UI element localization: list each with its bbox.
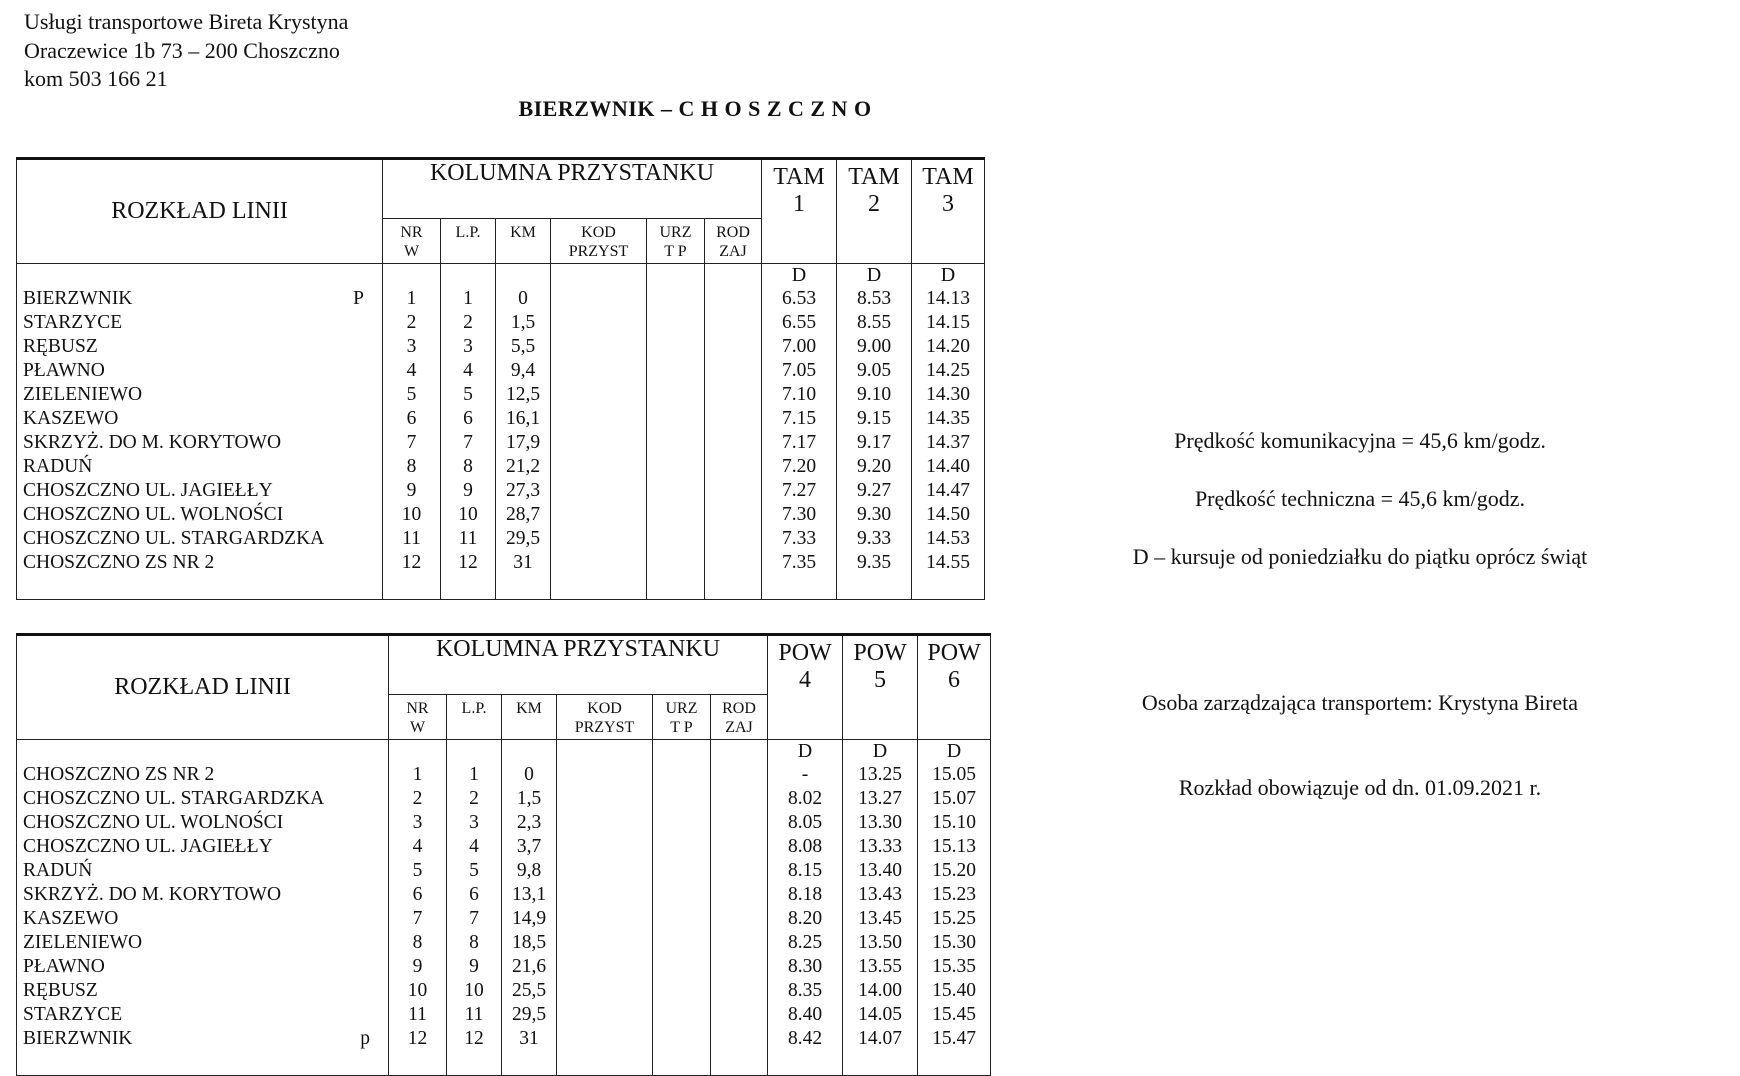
nrw-cell: 6 (412, 884, 423, 905)
stop-row (23, 859, 388, 883)
departure-time: 13.40 (858, 860, 902, 881)
departure-time: 14.13 (926, 288, 970, 309)
departure-time: 14.00 (858, 980, 902, 1001)
stop-name: BIERZWNIK (23, 1028, 133, 1049)
departure-time: 14.30 (926, 384, 970, 405)
nrw-cell: 5 (412, 860, 423, 881)
departure-time: 13.45 (858, 908, 902, 929)
stop-name: CHOSZCZNO UL. JAGIEŁŁY (23, 480, 273, 501)
lp-cell: 12 (464, 1028, 484, 1049)
rod-zaj-header: ROD ZAJ (705, 219, 762, 264)
km-column (496, 264, 551, 600)
departure-time: 14.40 (926, 456, 970, 477)
stop-mark (370, 859, 388, 883)
kolumna-przystanku-header: KOLUMNA PRZYSTANKU (383, 159, 762, 219)
course-header: TAM 2 (837, 159, 912, 264)
stop-name: CHOSZCZNO UL. WOLNOŚCI (23, 504, 284, 525)
departure-time: 15.05 (932, 764, 976, 785)
km-cell: 0 (518, 288, 528, 309)
nrw-cell: 4 (406, 360, 417, 381)
departure-time: 7.17 (781, 432, 817, 453)
departure-time: 15.40 (932, 980, 976, 1001)
stop-mark (364, 431, 382, 455)
lp-cell: 5 (469, 860, 479, 881)
stop-row (23, 311, 382, 335)
departure-time: 9.15 (856, 408, 892, 429)
km-cell: 18,5 (511, 932, 547, 953)
course-header: POW 4 (768, 635, 843, 740)
kod-przyst-header: KOD PRZYST (557, 695, 653, 740)
nrw-cell: 8 (412, 932, 423, 953)
km-cell: 14,9 (511, 908, 547, 929)
stop-mark (364, 383, 382, 407)
departure-time: 8.35 (787, 980, 823, 1001)
lp-cell: 12 (458, 552, 478, 573)
stop-name: SKRZYŻ. DO M. KORYTOWO (23, 432, 282, 453)
stop-name: KASZEWO (23, 908, 119, 929)
stop-name: ZIELENIEWO (23, 932, 143, 953)
stop-row (23, 907, 388, 931)
stop-mark: P (353, 288, 364, 309)
lp-cell: 11 (458, 528, 478, 549)
km-cell: 2,3 (516, 812, 542, 833)
nrw-cell: 6 (406, 408, 417, 429)
departure-time: 7.30 (781, 504, 817, 525)
stop-name: BIERZWNIK (23, 288, 133, 309)
stop-mark (370, 955, 388, 979)
departure-time: 9.27 (856, 480, 892, 501)
lp-cell: 7 (469, 908, 479, 929)
nrw-cell: 11 (408, 1004, 427, 1025)
departure-time: 14.37 (926, 432, 970, 453)
stop-names-column (17, 264, 383, 600)
nrw-column (383, 264, 441, 600)
km-cell: 3,7 (516, 836, 542, 857)
kod-przyst-header: KOD PRZYST (551, 219, 647, 264)
rozklad-linii-header: ROZKŁAD LINII (17, 635, 389, 740)
stop-row (23, 335, 382, 359)
departure-time: 13.43 (858, 884, 902, 905)
manager-note: Osoba zarządzająca transportem: Krystyna Bireta (1141, 690, 1579, 715)
lp-cell: 8 (463, 456, 473, 477)
stop-mark (364, 527, 382, 551)
km-cell: 9,4 (510, 360, 536, 381)
stop-name: RĘBUSZ (23, 336, 98, 357)
nrw-cell: 9 (412, 956, 423, 977)
departure-time: 15.30 (932, 932, 976, 953)
departure-time: 9.35 (856, 552, 892, 573)
departure-time: 6.55 (781, 312, 817, 333)
stop-name: CHOSZCZNO ZS NR 2 (23, 764, 215, 785)
rod-zaj-header: ROD ZAJ (711, 695, 768, 740)
course-header: POW 5 (843, 635, 918, 740)
km-cell: 12,5 (505, 384, 541, 405)
lp-cell: 2 (463, 312, 473, 333)
stop-name: SKRZYŻ. DO M. KORYTOWO (23, 884, 282, 905)
nrw-cell: 4 (412, 836, 423, 857)
stop-mark (370, 811, 388, 835)
departure-time: 8.30 (787, 956, 823, 977)
lp-cell: 5 (463, 384, 473, 405)
stop-row (23, 835, 388, 859)
lp-cell: 7 (463, 432, 473, 453)
kod-przyst-column (551, 264, 647, 600)
km-cell: 9,8 (516, 860, 542, 881)
departure-time: 7.35 (781, 552, 817, 573)
departure-time: 9.20 (856, 456, 892, 477)
lp-cell: 3 (469, 812, 479, 833)
course-header: POW 6 (918, 635, 991, 740)
course-column: D 13.25 13.27 13.30 13.33 13.40 13.43 13.45 13.50 13.55 14.00 14.05 14.07 (843, 740, 918, 1076)
lp-header: L.P. (447, 695, 502, 740)
lp-cell: 2 (469, 788, 479, 809)
nrw-cell: 10 (407, 980, 428, 1001)
km-header: KM (502, 695, 557, 740)
km-cell: 17,9 (505, 432, 541, 453)
lp-column (441, 264, 496, 600)
km-cell: 31 (513, 552, 533, 573)
stop-row (23, 763, 388, 787)
legend-d-note: D – kursuje od poniedziałku do piątku oprócz świąt (1132, 544, 1588, 569)
departure-time: 14.25 (926, 360, 970, 381)
departure-time: 15.10 (932, 812, 976, 833)
departure-time: 8.53 (856, 288, 892, 309)
lp-header: L.P. (441, 219, 496, 264)
departure-time: 8.15 (787, 860, 823, 881)
course-column: D 14.13 14.15 14.20 14.25 14.30 14.35 14.37 14.40 14.47 14.50 14.53 14.55 (912, 264, 985, 600)
departure-time: 15.07 (932, 788, 976, 809)
stop-row (23, 383, 382, 407)
nrw-cell: 7 (406, 432, 417, 453)
nrw-cell: 8 (406, 456, 417, 477)
departure-time: 8.08 (787, 836, 823, 857)
departure-time: 8.25 (787, 932, 823, 953)
nrw-cell: 3 (406, 336, 417, 357)
km-cell: 27,3 (505, 480, 541, 501)
nrw-cell: 12 (407, 1028, 428, 1049)
stop-mark (370, 979, 388, 1003)
stop-row (23, 287, 382, 311)
stop-row (23, 551, 382, 575)
departure-time: 13.27 (858, 788, 902, 809)
nrw-header: NR W (383, 219, 441, 264)
km-cell: 16,1 (505, 408, 541, 429)
stop-mark (364, 479, 382, 503)
stop-row (23, 955, 388, 979)
stop-mark (370, 907, 388, 931)
stop-mark (364, 551, 382, 575)
stop-name: CHOSZCZNO UL. JAGIEŁŁY (23, 836, 273, 857)
speed-communication-note: Prędkość komunikacyjna = 45,6 km/godz. (1174, 428, 1546, 453)
departure-time: 15.45 (932, 1004, 976, 1025)
stop-name: KASZEWO (23, 408, 119, 429)
stop-row (23, 407, 382, 431)
course-column: D - 8.02 8.05 8.08 8.15 8.18 8.20 8.25 8.30 8.35 8.40 8.42 (768, 740, 843, 1076)
departure-time: 13.33 (858, 836, 902, 857)
stop-name: CHOSZCZNO UL. WOLNOŚCI (23, 812, 284, 833)
nrw-cell: 9 (406, 480, 417, 501)
course-column: D 6.53 6.55 7.00 7.05 7.10 7.15 7.17 7.20 7.27 7.30 7.33 7.35 (762, 264, 837, 600)
nrw-cell: 7 (412, 908, 423, 929)
company-address: Oraczewice 1b 73 – 200 Choszczno (24, 37, 340, 63)
departure-time: 14.07 (858, 1028, 902, 1049)
departure-time: 8.20 (787, 908, 823, 929)
lp-cell: 9 (463, 480, 473, 501)
departure-time: 7.00 (781, 336, 817, 357)
urz-tp-header: URZ T P (653, 695, 711, 740)
stop-mark: p (360, 1028, 370, 1049)
course-header: TAM 3 (912, 159, 985, 264)
course-column: D 15.05 15.07 15.10 15.13 15.20 15.23 15.25 15.30 15.35 15.40 15.45 15.47 (918, 740, 991, 1076)
departure-time: 8.40 (787, 1004, 823, 1025)
km-cell: 21,6 (511, 956, 547, 977)
stop-row (23, 431, 382, 455)
stop-row (23, 787, 388, 811)
departure-time: 9.17 (856, 432, 892, 453)
stop-mark (364, 455, 382, 479)
valid-from-note: Rozkład obowiązuje od dn. 01.09.2021 r. (1178, 775, 1542, 800)
stop-row (23, 359, 382, 383)
departure-time: 7.15 (781, 408, 817, 429)
lp-cell: 1 (469, 764, 479, 785)
stop-name: STARZYCE (23, 1004, 123, 1025)
departure-time: 15.23 (932, 884, 976, 905)
stop-mark (370, 763, 388, 787)
departure-time: 8.55 (856, 312, 892, 333)
lp-cell: 10 (458, 504, 478, 525)
km-column (502, 740, 557, 1076)
lp-cell: 6 (469, 884, 479, 905)
course-header: TAM 1 (762, 159, 837, 264)
company-header (24, 8, 348, 94)
lp-cell: 11 (464, 1004, 484, 1025)
departure-time: 7.05 (781, 360, 817, 381)
urz-tp-header: URZ T P (647, 219, 705, 264)
stop-row (23, 1027, 388, 1051)
departure-time: 8.18 (787, 884, 823, 905)
stop-name: CHOSZCZNO UL. STARGARDZKA (23, 788, 325, 809)
nrw-cell: 1 (406, 288, 417, 309)
nrw-cell: 12 (401, 552, 422, 573)
stop-row (23, 479, 382, 503)
stop-row (23, 527, 382, 551)
course-column: D 8.53 8.55 9.00 9.05 9.10 9.15 9.17 9.20 9.27 9.30 9.33 9.35 (837, 264, 912, 600)
departure-time: 15.20 (932, 860, 976, 881)
rod-zaj-column (711, 740, 768, 1076)
lp-cell: 3 (463, 336, 473, 357)
rod-zaj-column (705, 264, 762, 600)
departure-time: 13.25 (858, 764, 902, 785)
km-cell: 29,5 (505, 528, 541, 549)
stop-name: STARZYCE (23, 312, 123, 333)
rozklad-linii-header: ROZKŁAD LINII (17, 159, 383, 264)
stop-mark (364, 335, 382, 359)
departure-time: 9.05 (856, 360, 892, 381)
departure-time: 13.50 (858, 932, 902, 953)
departure-time: 7.27 (781, 480, 817, 501)
km-cell: 29,5 (511, 1004, 547, 1025)
departure-time: 15.25 (932, 908, 976, 929)
stop-row (23, 883, 388, 907)
km-cell: 28,7 (505, 504, 541, 525)
stop-row (23, 1003, 388, 1027)
stop-row (23, 811, 388, 835)
departure-time: 6.53 (781, 288, 817, 309)
departure-time: 14.53 (926, 528, 970, 549)
departure-time: 9.30 (856, 504, 892, 525)
route-title: BIERZWNIK – C H O S Z C Z N O (518, 96, 872, 121)
nrw-column (389, 740, 447, 1076)
company-phone: kom 503 166 21 (24, 66, 168, 91)
departure-time: 15.35 (932, 956, 976, 977)
lp-cell: 1 (463, 288, 473, 309)
stop-mark (370, 787, 388, 811)
stop-name: RĘBUSZ (23, 980, 98, 1001)
departure-time: 14.55 (926, 552, 970, 573)
departure-time: 14.35 (926, 408, 970, 429)
departure-time: 8.42 (787, 1028, 823, 1049)
stop-row (23, 503, 382, 527)
departure-time: 7.10 (781, 384, 817, 405)
speed-technical-note: Prędkość techniczna = 45,6 km/godz. (1194, 486, 1526, 511)
stop-row (23, 979, 388, 1003)
nrw-cell: 5 (406, 384, 417, 405)
departure-time: 15.47 (932, 1028, 976, 1049)
nrw-cell: 2 (412, 788, 423, 809)
departure-time: 14.05 (858, 1004, 902, 1025)
nrw-cell: 10 (401, 504, 422, 525)
company-name: Usługi transportowe Bireta Krystyna (24, 9, 349, 34)
departure-time: 14.47 (926, 480, 970, 501)
lp-cell: 8 (469, 932, 479, 953)
lp-cell: 4 (469, 836, 479, 857)
departure-time: 13.30 (858, 812, 902, 833)
km-cell: 1,5 (516, 788, 542, 809)
departure-time: 8.02 (787, 788, 823, 809)
nrw-cell: 11 (402, 528, 421, 549)
departure-time: 9.10 (856, 384, 892, 405)
lp-cell: 6 (463, 408, 473, 429)
km-cell: 0 (524, 764, 534, 785)
lp-cell: 4 (463, 360, 473, 381)
stop-names-column (17, 740, 389, 1076)
km-cell: 31 (519, 1028, 539, 1049)
km-cell: 21,2 (505, 456, 541, 477)
nrw-cell: 2 (406, 312, 417, 333)
nrw-cell: 3 (412, 812, 423, 833)
stop-name: PŁAWNO (23, 956, 105, 977)
departure-time: 14.15 (926, 312, 970, 333)
departure-time: 13.55 (858, 956, 902, 977)
departure-time: 14.50 (926, 504, 970, 525)
urz-tp-column (647, 264, 705, 600)
stop-name: RADUŃ (23, 860, 93, 881)
km-header: KM (496, 219, 551, 264)
km-cell: 25,5 (511, 980, 547, 1001)
stop-mark (364, 503, 382, 527)
km-cell: 1,5 (510, 312, 536, 333)
stop-mark (364, 359, 382, 383)
stop-mark (364, 407, 382, 431)
stop-name: RADUŃ (23, 456, 93, 477)
km-cell: 5,5 (510, 336, 536, 357)
timetable-outbound (16, 157, 985, 600)
kod-przyst-column (557, 740, 653, 1076)
stop-mark (370, 883, 388, 907)
stop-name: ZIELENIEWO (23, 384, 143, 405)
departure-time: 8.05 (787, 812, 823, 833)
lp-cell: 9 (469, 956, 479, 977)
timetable-return (16, 633, 991, 1076)
stop-name: PŁAWNO (23, 360, 105, 381)
lp-column (447, 740, 502, 1076)
stop-mark (364, 311, 382, 335)
km-cell: 13,1 (511, 884, 547, 905)
departure-time: - (801, 764, 809, 785)
kolumna-przystanku-header: KOLUMNA PRZYSTANKU (389, 635, 768, 695)
departure-time: 15.13 (932, 836, 976, 857)
departure-time: 7.20 (781, 456, 817, 477)
stop-name: CHOSZCZNO UL. STARGARDZKA (23, 528, 325, 549)
departure-time: 7.33 (781, 528, 817, 549)
stop-name: CHOSZCZNO ZS NR 2 (23, 552, 215, 573)
nrw-cell: 1 (412, 764, 423, 785)
departure-time: 14.20 (926, 336, 970, 357)
stop-mark (370, 835, 388, 859)
lp-cell: 10 (464, 980, 484, 1001)
stop-row (23, 931, 388, 955)
urz-tp-column (653, 740, 711, 1076)
stop-mark (370, 1003, 388, 1027)
stop-row (23, 455, 382, 479)
nrw-header: NR W (389, 695, 447, 740)
departure-time: 9.33 (856, 528, 892, 549)
departure-time: 9.00 (856, 336, 892, 357)
stop-mark (370, 931, 388, 955)
